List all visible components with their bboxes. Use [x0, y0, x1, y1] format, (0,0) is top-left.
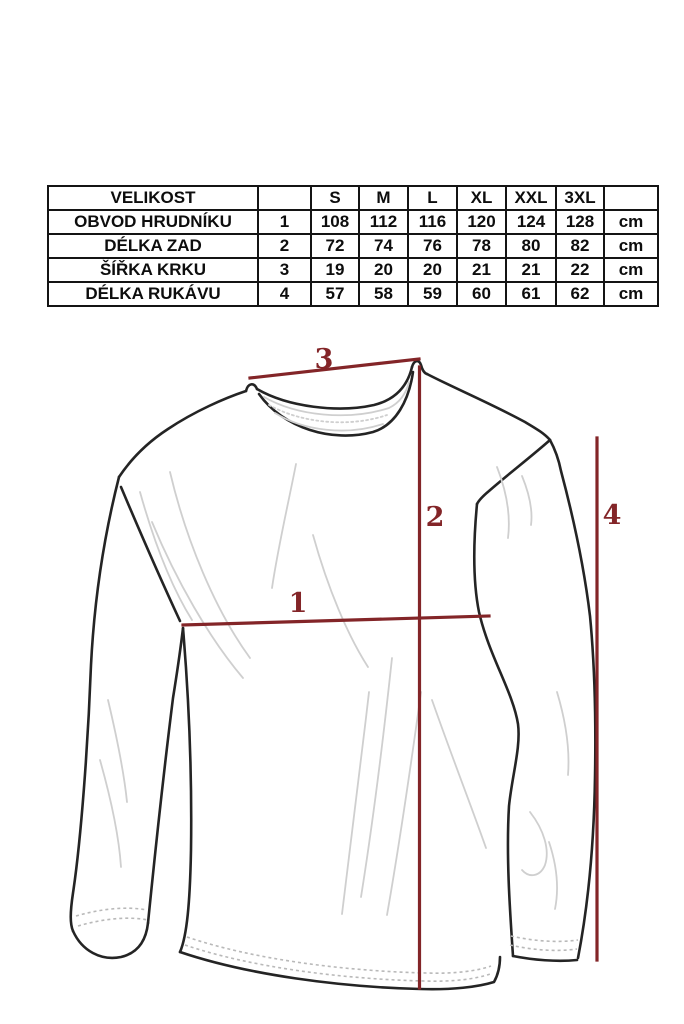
left-cuff [73, 923, 148, 958]
size-value: 59 [408, 282, 457, 306]
size-column-header: L [408, 186, 457, 210]
back-length-label: 2 [425, 502, 445, 533]
left-shoulder [119, 391, 246, 477]
fold-line [313, 535, 368, 667]
left-cuff-stitch [78, 918, 148, 926]
measurement-line-chest [183, 616, 489, 625]
measurement-number: 4 [258, 282, 311, 306]
size-value: 74 [359, 234, 408, 258]
size-value: 60 [457, 282, 506, 306]
hem-stitch [185, 945, 490, 981]
unit-cell: cm [604, 210, 658, 234]
right-cuff-stitch [510, 945, 577, 950]
fold-line [100, 760, 121, 867]
unit-cell: cm [604, 282, 658, 306]
shirt-outline [71, 361, 596, 989]
left-sleeve-outer [71, 477, 119, 931]
fold-line [342, 692, 369, 914]
right-cuff-stitch [511, 936, 578, 941]
size-column-header: VELIKOST [48, 186, 258, 210]
fold-line [522, 812, 547, 875]
stitch-lines [76, 908, 578, 981]
unit-cell: cm [604, 258, 658, 282]
size-value: 76 [408, 234, 457, 258]
size-value: 20 [359, 258, 408, 282]
measurement-line-neck-width [250, 359, 419, 378]
size-value: 20 [408, 258, 457, 282]
fold-line [140, 492, 192, 620]
size-value: 21 [506, 258, 556, 282]
size-value: 108 [311, 210, 359, 234]
right-cuff [513, 956, 577, 961]
left-armhole-seam [121, 487, 180, 621]
measurement-number: 1 [258, 210, 311, 234]
measurement-number: 2 [258, 234, 311, 258]
size-value: 116 [408, 210, 457, 234]
right-armhole-seam [477, 440, 550, 504]
size-value: 82 [556, 234, 604, 258]
right-sleeve-inner [474, 504, 518, 956]
size-value: 80 [506, 234, 556, 258]
neck-width-label: 3 [314, 344, 334, 375]
size-value: 58 [359, 282, 408, 306]
body-left-edge [180, 628, 191, 952]
size-column-header: XL [457, 186, 506, 210]
fold-line [432, 700, 486, 848]
fold-line [272, 464, 296, 588]
measurement-name: ŠÍŘKA KRKU [48, 258, 258, 282]
size-value: 21 [457, 258, 506, 282]
measurement-labels [289, 344, 622, 619]
fold-line [549, 842, 557, 909]
size-value: 78 [457, 234, 506, 258]
fold-line [522, 476, 532, 525]
collar-left-notch [246, 384, 257, 391]
fold-line [108, 700, 127, 802]
measurement-name: DÉLKA ZAD [48, 234, 258, 258]
measurement-name: DÉLKA RUKÁVU [48, 282, 258, 306]
size-value: 124 [506, 210, 556, 234]
fold-line [152, 522, 243, 678]
size-value: 22 [556, 258, 604, 282]
collar-band [259, 372, 413, 436]
left-cuff-stitch [76, 908, 147, 916]
chest-label: 1 [288, 588, 308, 619]
size-value: 57 [311, 282, 359, 306]
sleeve-length-label: 4 [602, 500, 622, 531]
right-shoulder [427, 374, 550, 440]
measurement-name: OBVOD HRUDNÍKU [48, 210, 258, 234]
measurement-number: 3 [258, 258, 311, 282]
left-sleeve-inner [148, 628, 183, 923]
size-value: 62 [556, 282, 604, 306]
size-column-header: M [359, 186, 408, 210]
fold-line [557, 692, 569, 775]
size-value: 72 [311, 234, 359, 258]
fold-lines [100, 382, 569, 915]
size-value: 19 [311, 258, 359, 282]
fold-line [387, 692, 421, 915]
size-value: 128 [556, 210, 604, 234]
size-column-header: 3XL [556, 186, 604, 210]
unit-cell: cm [604, 234, 658, 258]
size-column-header: XXL [506, 186, 556, 210]
size-value: 120 [457, 210, 506, 234]
size-value: 112 [359, 210, 408, 234]
size-column-header: S [311, 186, 359, 210]
fold-line [361, 658, 392, 897]
size-value: 61 [506, 282, 556, 306]
